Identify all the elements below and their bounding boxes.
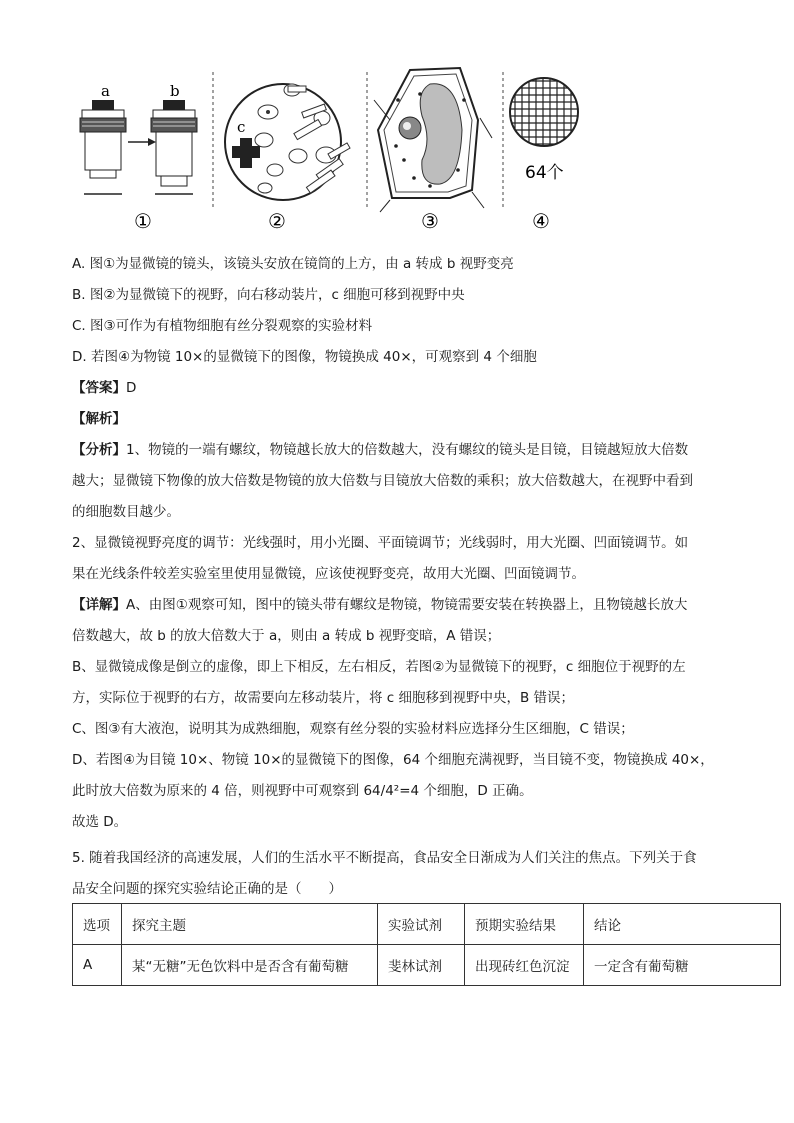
option-b: B. 图②为显微镜下的视野，向右移动装片，c 细胞可移到视野中央: [72, 287, 465, 303]
table-row: [73, 945, 781, 986]
analysis-text: 方，实际位于视野的右方，故需要向左移动装片，将 c 细胞移到视野中央，B 错误；: [72, 690, 575, 706]
table-cell: 一定含有葡萄糖: [584, 945, 781, 986]
panel-1-lenses: [80, 82, 197, 233]
analysis-text: 故选 D。: [72, 814, 128, 830]
table-cell: 出现砖红色沉淀: [465, 945, 584, 986]
answer-line: [72, 373, 722, 404]
analysis-text: 此时放大倍数为原来的 4 倍，则视野中可观察到 64/4²=4 个细胞，D 正确。: [72, 783, 533, 799]
analysis-line: [72, 807, 722, 838]
question-5-line-2: 品安全问题的探究实验结论正确的是（ ）: [72, 881, 342, 897]
lens-label-a: a: [101, 82, 110, 100]
panel-4-cell-count: [510, 78, 578, 233]
answer-value: D: [126, 380, 137, 396]
analysis-line: [72, 435, 722, 466]
header-cell: 选项: [73, 904, 122, 945]
analysis-text: D、若图④为目镜 10×、物镜 10×的显微镜下的图像，64 个细胞充满视野，当目镜不变，物镜换成 40×，: [72, 752, 714, 768]
cell-count-label: 64个: [525, 163, 564, 183]
microscopy-figure: [60, 60, 720, 240]
analysis-text: 倍数越大，故 b 的放大倍数大于 a，则由 a 转成 b 视野变暗，A 错误；: [72, 628, 501, 644]
question-5-line-1: 5. 随着我国经济的高速发展，人们的生活水平不断提高，食品安全日渐成为人们关注的焦点。下列关于食: [72, 850, 697, 866]
analysis-text: 2、显微镜视野亮度的调节：光线强时，用小光圈、平面镜调节；光线弱时，用大光圈、凹面镜调节。如: [72, 535, 689, 551]
panel-2-field-of-view: [225, 84, 350, 233]
cell-label-c: c: [237, 118, 246, 136]
analysis-text: 果在光线条件较差实验室里使用显微镜，应该使视野变亮，故用大光圈、凹面镜调节。: [72, 566, 585, 582]
panel-3-plant-cell: [374, 68, 492, 233]
analysis-line: [72, 745, 722, 776]
table-cell: A: [73, 945, 122, 986]
analysis-text: C、图③有大液泡，说明其为成熟细胞，观察有丝分裂的实验材料应选择分生区细胞，C 错误；: [72, 721, 634, 737]
lens-label-b: b: [170, 82, 180, 100]
header-cell: 预期实验结果: [465, 904, 584, 945]
analysis-text: 的细胞数目越少。: [72, 504, 180, 520]
table-cell: 某“无糖”无色饮料中是否含有葡萄糖: [122, 945, 378, 986]
panel-number-3: ③: [421, 209, 439, 233]
table-header-row: [73, 904, 781, 945]
analysis-line: [72, 683, 722, 714]
analysis-line: [72, 559, 722, 590]
header-cell: 实验试剂: [378, 904, 465, 945]
analysis-line: [72, 528, 722, 559]
analysis-text: A、由图①观察可知，图中的镜头带有螺纹是物镜，物镜需要安装在转换器上，且物镜越长放大: [126, 597, 688, 613]
header-cell: 探究主题: [122, 904, 378, 945]
analysis-tag: 【分析】: [72, 442, 126, 458]
analysis-tag: 【详解】: [72, 597, 126, 613]
analysis-heading: 【解析】: [72, 411, 126, 427]
option-a: A. 图①为显微镜的镜头，该镜头安放在镜筒的上方，由 a 转成 b 视野变亮: [72, 256, 514, 272]
analysis-line: [72, 466, 722, 497]
panel-number-1: ①: [134, 209, 152, 233]
experiment-table: [72, 903, 781, 986]
table-cell: 斐林试剂: [378, 945, 465, 986]
analysis-body: [72, 435, 722, 838]
analysis-line: [72, 652, 722, 683]
analysis-line: [72, 497, 722, 528]
analysis-text: 越大；显微镜下物像的放大倍数是物镜的放大倍数与目镜放大倍数的乘积；放大倍数越大，在视野中看到: [72, 473, 693, 489]
analysis-text: B、显微镜成像是倒立的虚像，即上下相反，左右相反，若图②为显微镜下的视野，c 细胞位于视野的左: [72, 659, 686, 675]
question-5: [72, 843, 722, 905]
analysis-line: [72, 621, 722, 652]
analysis-line: [72, 776, 722, 807]
panel-number-4: ④: [532, 209, 550, 233]
analysis-line: [72, 714, 722, 745]
answer-tag: 【答案】: [72, 380, 126, 396]
option-c: C. 图③可作为有植物细胞有丝分裂观察的实验材料: [72, 318, 373, 334]
panel-number-2: ②: [268, 209, 286, 233]
header-cell: 结论: [584, 904, 781, 945]
options-list: [72, 249, 722, 838]
option-d: D. 若图④为物镜 10×的显微镜下的图像，物镜换成 40×，可观察到 4 个细胞: [72, 349, 537, 365]
analysis-text: 1、物镜的一端有螺纹，物镜越长放大的倍数越大，没有螺纹的镜头是目镜，目镜越短放大倍数: [126, 442, 689, 458]
analysis-line: [72, 590, 722, 621]
